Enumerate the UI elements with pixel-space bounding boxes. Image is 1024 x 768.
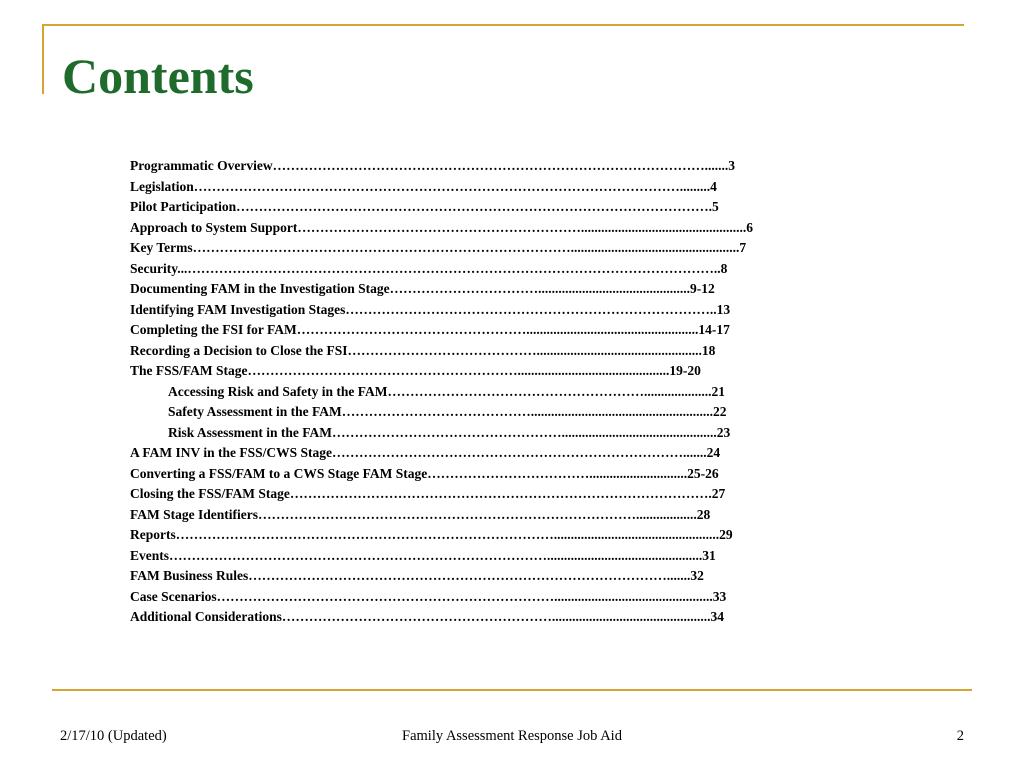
toc-entry: Documenting FAM in the Investigation Stage…………………………….............................................9-12 [130, 281, 715, 296]
table-of-contents [130, 156, 882, 628]
toc-entry: Additional Considerations……………………………………………………...............................................34 [130, 609, 725, 624]
toc-entry: Case Scenarios…………………………………………………………………...............................................33 [130, 588, 727, 604]
toc-subentry: Safety Assessment in the FAM……………………………………......................................................22 [168, 404, 727, 419]
title-frame-top-rule [42, 24, 964, 26]
toc-subentry: Accessing Risk and Safety in the FAM…………………………………………………....................21 [168, 383, 726, 399]
toc-entry: Identifying FAM Investigation Stages………………………………………………………………………..13 [130, 301, 731, 317]
slide-title: Contents [62, 48, 254, 104]
toc-entry: Recording a Decision to Close the FSI…………………………………….................................................18 [130, 342, 716, 358]
toc-entry: Key Terms…………………………………………………………………………..................................................7 [130, 240, 747, 255]
toc-entry: Legislation……………………………………………………………………………………………….........4 [130, 178, 717, 194]
toc-entry: FAM Business Rules………………………………………………………………………………….......32 [130, 568, 704, 583]
toc-entry: Closing the FSS/FAM Stage………………………………………………………………………………….27 [130, 486, 726, 501]
toc-subentry: Risk Assessment in the FAM……………………………………………..............................................23 [168, 424, 731, 440]
toc-entry: Converting a FSS/FAM to a CWS Stage FAM Stage……………………………….............................25-26 [130, 465, 719, 481]
footer-date: 2/17/10 (Updated) [60, 728, 167, 744]
toc-entry: Approach to System Support……………………………………………………….................................................6 [130, 219, 754, 235]
page-number: 2 [956, 728, 964, 744]
toc-entry: Events…………………………………………………………………………..............................................31 [130, 547, 716, 563]
toc-entry: Security...………………………………………………………………………………………………………..8 [130, 260, 728, 276]
toc-entry: Pilot Participation…………………………………………………………………………………………….5 [130, 199, 719, 214]
toc-entry: The FSS/FAM Stage…………………………………………………….............................................19-20 [130, 363, 701, 378]
toc-entry: Programmatic Overview…………………………………………………………………………………….......3 [130, 158, 735, 173]
footer-rule [52, 689, 972, 691]
toc-entry: A FAM INV in the FSS/CWS Stage…………………………………………………………………….......24 [130, 445, 721, 460]
toc-entry: FAM Stage Identifiers…………………………………………………………………………..................28 [130, 506, 711, 522]
toc-entry: Completing the FSI for FAM……………………………………………...................................................14-17 [130, 322, 730, 337]
toc-entry: Reports………………………………………………………………………….................................................29 [130, 527, 733, 542]
footer-title: Family Assessment Response Job Aid [402, 728, 622, 744]
title-frame-left-rule [42, 24, 44, 94]
